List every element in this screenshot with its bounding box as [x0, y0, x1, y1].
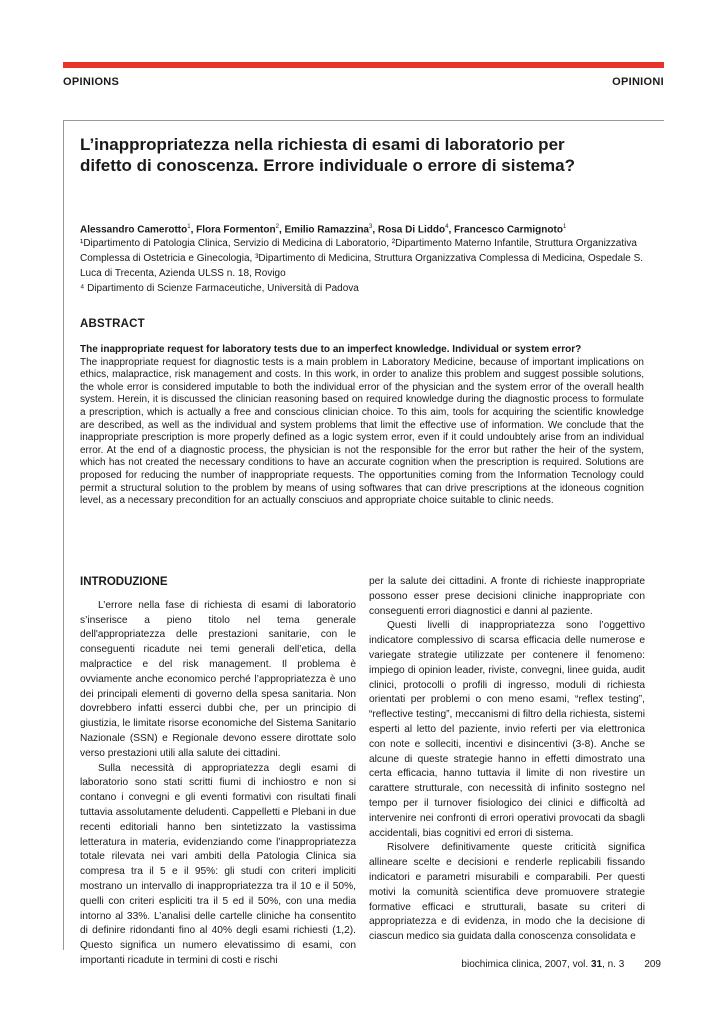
- body-paragraph: Questi livelli di inappropriatezza sono l’oggettivo indicatore complessivo di scarsa efficacia delle numerose e variegate strategie utilizzate per contenere il fenomeno: impiego di opinion leader, riviste, convegni, linee guida, audit clinici, protocolli o profili di ingresso, moduli di richiesta orientati per problemi o con meno esami, “reflex testing”, “reflective testing”, meccanismi di filtro della richiesta, sistemi esperti al letto del paziente, invio referti per via elettronica con note e solleciti, incentivi e disincentivi (3-8). Anche se alcune di queste strategie hanno in effetti dimostrato una certa efficacia, hanno tuttavia il limite di non rivestire un carattere strutturale, con necessità di infinito sostegno nel tempo per il turnover fisiologico dei clinici e difficoltà ad intervenire nei confronti di errori operativi provocati da sbagli accidentali, bias cognitivi ed errori di sistema.: [369, 620, 645, 839]
- body-paragraph: per la salute dei cittadini. A fronte di richieste inappropriate possono esser prese decisioni cliniche inappropriate con conseguenti errori diagnostici e danni al paziente.: [369, 576, 645, 617]
- abstract-english-title: The inappropriate request for laboratory tests due to an imperfect knowledge. Individual or system error?: [80, 344, 582, 355]
- abstract-heading: ABSTRACT: [80, 318, 145, 330]
- author-name: Alessandro Camerotto: [80, 224, 188, 236]
- author-name: Flora Formenton: [196, 224, 276, 236]
- abstract-text: The inappropriate request for diagnostic tests is a main problem in Laboratory Medicine, because of important implications on ethics, malapractice, risk management and costs. In this work, in order to analize this problem and suggest possible solutions, the whole error is considered imputable to both the individual error of the physician and the system error of the overall health system. Herein, it is discussed the clinician reasoning based on required knowledge during the diagnostic process to formulate a prescription, which is actually a free and conscious clinician choice. To this aim, tools for acquiring the scientific knowledge are described, as well as the individual and system problems that limit the effective use of information. We conclude that the inappropriate prescription is more properly defined as a logic system error, even if it could undoubtely arise from an individual error. At the end of a diagnostic process, the physician is not the responsible for the error but rather the heir of the system, which has not created the necessary conditions to have an accurate cognition when the prescription is required. Solutions are proposed for reducing the number of inappropriate requests. The opportunities coming from the Information Tecnology could permit a structural solution to the problem by means of using softwares that can drive prescriptions at the idoneous cognition level, as a necessary precondition for an actually consciuos and appropriate choice suitable to clinic needs.: [80, 356, 644, 507]
- journal-issue: , n. 3: [602, 959, 625, 970]
- author-affiliation-mark: 1: [187, 224, 191, 230]
- author-name: Rosa Di Liddo: [377, 224, 446, 236]
- author-affiliation-mark: 4: [445, 224, 449, 230]
- section-label-italian: OPINIONI: [612, 76, 664, 88]
- body-paragraph: L’errore nella fase di richiesta di esami di laboratorio s’inserisce a pieno titolo nel tema generale dell'appropriatezza delle prestazioni sanitarie, con le conseguenti ricadute nei temi generali dell’etica, della malpractice e del risk management. Il problema è ovviamente anche economico perché l’appropriatezza è uno dei principali elementi di governo della spesa sanitaria. Non dovrebbero infatti esserci dubbi che, per un principio di giustizia, le limitate risorse economiche del Sistema Sanitario Nazionale (SSN) e Regionale devono essere dirottate solo verso prestazioni utili alla salute dei cittadini.: [80, 599, 356, 759]
- introduction-heading: INTRODUZIONE: [80, 576, 168, 588]
- left-rule: [63, 120, 64, 950]
- author-name: Francesco Carmignoto: [454, 224, 563, 236]
- affiliation-line: ¹Dipartimento di Patologia Clinica, Servizio di Medicina di Laboratorio, ²Dipartimento Materno Infantile, Struttura Organizzativa Complessa di Ostetricia e Ginecologia, ³Dipartimento di Medicina, Struttura Organizzativa Complessa di Medicina, Ospedale S. Luca di Trecenta, Azienda ULSS n. 18, Rovigo: [80, 238, 644, 279]
- author-name: Emilio Ramazzina: [284, 224, 369, 236]
- affiliations: [80, 236, 660, 296]
- author-separator: ,: [278, 224, 285, 236]
- author-separator: ,: [190, 224, 197, 236]
- journal-volume: 31: [590, 959, 603, 970]
- body-column-left: [80, 575, 356, 969]
- section-label-english: OPINIONS: [63, 76, 120, 88]
- author-affiliation-mark: 1: [562, 224, 567, 230]
- author-list: [80, 220, 660, 237]
- abstract-body: [80, 344, 644, 508]
- affiliation-line: ⁴ Dipartimento di Scienze Farmaceutiche, Università di Padova: [80, 283, 359, 294]
- journal-citation: biochimica clinica, 2007, vol.: [461, 959, 591, 970]
- author-separator: ,: [448, 224, 455, 236]
- author-separator: ,: [372, 224, 378, 236]
- author-affiliation-mark: 3: [368, 224, 373, 230]
- page-footer: [461, 959, 661, 970]
- header-accent-bar: [63, 62, 664, 68]
- body-paragraph: Sulla necessità di appropriatezza degli esami di laboratorio sono stati scritti fiumi di inchiostro e non si contano i convegni e gli eventi formativi con risultati finali tuttavia assolutamente deludenti. Cappelletti e Plebani in due recenti editoriali hanno ben sintetizzato la vastissima letteratura in materia, evidenziando come l’inappropriatezza totale rilevata nei vari ambiti della Patologia Clinica sia compresa tra il 5 e il 95%: gli studi con criteri impliciti mostrano un intervallo di inappropriatezza tra il 10 e il 50%, quelli con criteri espliciti tra il 5 ed il 50%, con una media intorno al 33%. L’analisi delle cartelle cliniche ha consentito di definire ridondanti fino al 40% degli esami richiesti (1,2). Questo significa un numero elevatissimo di esami, con importanti ricadute in termini di costi e rischi: [80, 762, 356, 966]
- body-paragraph: Risolvere definitivamente queste criticità significa allineare scelte e decisioni e renderle replicabili fissando indicatori e parametri misurabili e comparabili. Per questi motivi la comunità scientifica deve promuovere strategie formative efficaci e strutturali, basate su criteri di appropriatezza e di evidenza, in modo che la decisione di ciascun medico sia guidata dalla conoscenza consolidata e: [369, 842, 645, 943]
- body-column-right: [369, 575, 645, 945]
- page-number: 209: [644, 959, 661, 970]
- top-rule: [63, 120, 664, 121]
- author-affiliation-mark: 2: [275, 224, 279, 230]
- article-title: L’inappropriatezza nella richiesta di esami di laboratorio per difetto di conoscenza. Errore individuale o errore di sistema?: [80, 135, 576, 175]
